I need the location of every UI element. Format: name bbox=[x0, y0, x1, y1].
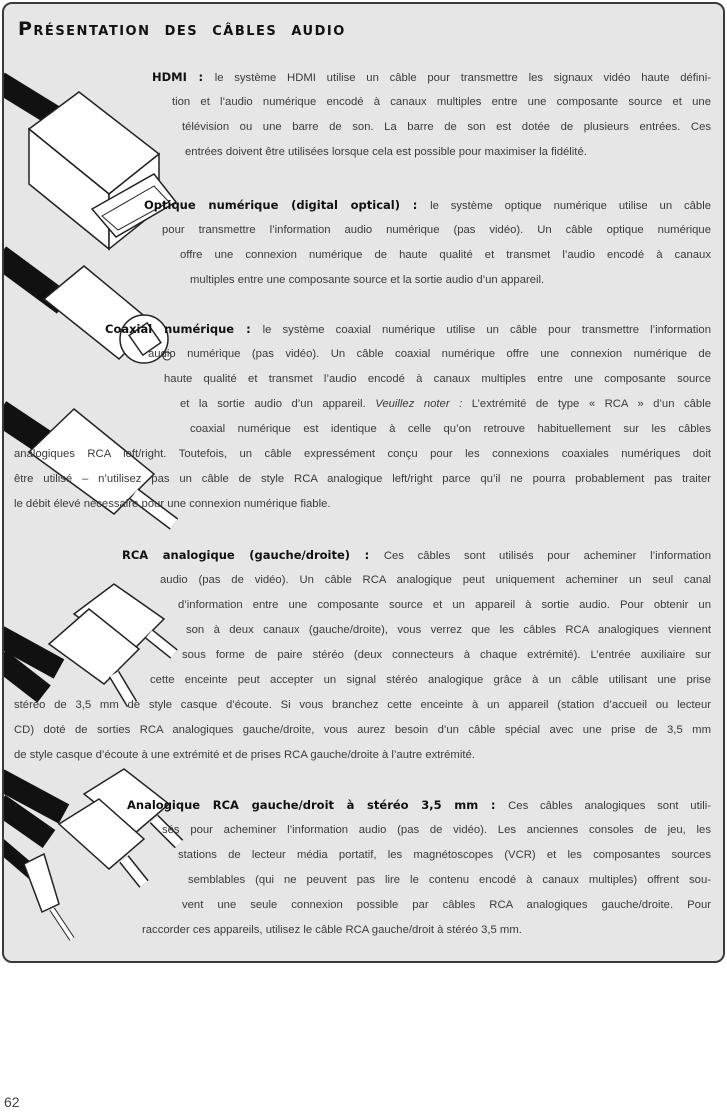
section-3-line bbox=[186, 623, 711, 637]
section-1-line bbox=[144, 198, 711, 213]
section-2-line bbox=[164, 372, 711, 386]
section-1-line bbox=[190, 273, 711, 287]
section-3-line bbox=[150, 673, 711, 687]
section-3-line bbox=[14, 698, 711, 712]
rca-to-3-5mm-illustration bbox=[4, 769, 179, 939]
section-2-line bbox=[190, 422, 711, 436]
section-2-line bbox=[105, 322, 711, 337]
optical-connector-illustration bbox=[4, 256, 171, 363]
section-0-line bbox=[185, 145, 711, 159]
body-text: sés pour acheminer l’information audio (pas de vidéo). Les anciennes consoles de jeu, les bbox=[162, 824, 711, 836]
body-text: de style casque d’écoute à une extrémité et de prises RCA gauche/droite à l’autre extrémité. bbox=[14, 749, 475, 761]
section-1-line bbox=[180, 248, 711, 262]
section-4-line bbox=[188, 873, 711, 887]
body-text: télévision ou une barre de son. La barre de son est dotée de plusieurs entrées. Ces bbox=[182, 121, 711, 133]
body-text: et la sortie audio d’un appareil. bbox=[180, 398, 376, 410]
body-text: d’information entre une composante source et un appareil à sortie audio. Pour obtenir un bbox=[178, 599, 711, 611]
section-4-line bbox=[142, 923, 711, 937]
body-text: sous forme de paire stéréo (deux connecteurs à chaque extrémité). L’entrée auxiliaire sur bbox=[182, 649, 711, 661]
section-3-line bbox=[14, 723, 711, 737]
body-text: cette enceinte peut accepter un signal stéréo analogique grâce à un câble utilisant une prise bbox=[150, 674, 711, 686]
section-4-line bbox=[127, 798, 711, 813]
section-2-line bbox=[14, 447, 711, 461]
body-text: semblables (qui ne peuvent pas lire le contenu encodé à canaux multiples) offrent sou- bbox=[188, 874, 711, 886]
section-3-line bbox=[160, 573, 711, 587]
body-text: pour transmettre l’information audio numérique (pas vidéo). Un câble optique numérique bbox=[162, 224, 711, 236]
page-title: Présentation des câbles audio bbox=[18, 18, 346, 40]
section-heading: Coaxial numérique : bbox=[105, 322, 263, 336]
page-number: 62 bbox=[4, 1094, 20, 1110]
body-text: audio numérique (pas vidéo). Un câble coaxial numérique offre une connexion numérique de bbox=[148, 348, 711, 360]
section-4-line bbox=[182, 898, 711, 912]
body-text: son à deux canaux (gauche/droite), vous verrez que les câbles RCA analogiques viennent bbox=[186, 624, 711, 636]
body-text: le débit élevé nécessaire pour une connexion numérique fiable. bbox=[14, 498, 331, 510]
hdmi-connector-illustration bbox=[4, 82, 176, 249]
body-text: entrées doivent être utilisées lorsque cela est possible pour maximiser la fidélité. bbox=[185, 146, 587, 158]
section-2-line bbox=[180, 397, 711, 411]
rca-pair-illustration bbox=[4, 584, 174, 704]
body-text: être utilisé – n’utilisez pas un câble de style RCA analogique left/right parce qu’il ne pourra probablement pas traiter bbox=[14, 473, 711, 485]
body-text: multiples entre une composante source et la sortie audio d’un appareil. bbox=[190, 274, 545, 286]
body-text: tion et l’audio numérique encodé à canaux multiples entre une composante source et une bbox=[172, 96, 711, 108]
body-text: analogiques RCA left/right. Toutefois, un câble expressément conçu pour les connexions coaxiales numériques doit bbox=[14, 448, 711, 460]
body-text: haute qualité et transmet l’audio encodé à canaux multiples entre une composante source bbox=[164, 373, 711, 385]
body-text: le système coaxial numérique utilise un câble pour transmettre l’information bbox=[262, 324, 711, 336]
section-3-line bbox=[182, 648, 711, 662]
section-2-line bbox=[14, 497, 711, 511]
section-0-line bbox=[152, 70, 711, 85]
body-text: raccorder ces appareils, utilisez le câble RCA gauche/droit à stéréo 3,5 mm. bbox=[142, 924, 522, 936]
note-label: Veuillez noter : bbox=[375, 398, 463, 410]
section-heading: RCA analogique (gauche/droite) : bbox=[122, 548, 384, 562]
section-heading: Analogique RCA gauche/droit à stéréo 3,5 mm : bbox=[127, 798, 509, 812]
section-1-line bbox=[162, 223, 711, 237]
body-text: offre une connexion numérique de haute qualité et transmet l’audio encodé à canaux bbox=[180, 249, 711, 261]
section-3-line bbox=[14, 748, 711, 762]
section-4-line bbox=[178, 848, 711, 862]
note-text: L’extrémité de type « RCA » d’un câble bbox=[462, 398, 711, 410]
section-heading: HDMI : bbox=[152, 70, 215, 84]
body-text: CD) doté de sorties RCA analogiques gauche/droite, vous aurez besoin d’un câble spécial avec une prise de 3,5 mm bbox=[14, 724, 711, 736]
body-text: Ces câbles sont utilisés pour acheminer l’information bbox=[383, 550, 711, 562]
body-text: vent une seule connexion possible par câbles RCA analogiques gauche/droite. Pour bbox=[182, 899, 711, 911]
body-text: stations de lecteur média portatif, les magnétoscopes (VCR) et les composantes sources bbox=[178, 849, 711, 861]
body-text: le système optique numérique utilise un câble bbox=[430, 200, 711, 212]
section-heading: Optique numérique (digital optical) : bbox=[144, 198, 431, 212]
body-text: audio (pas de vidéo). Un câble RCA analogique peut uniquement acheminer un seul canal bbox=[160, 574, 711, 586]
section-3-line bbox=[122, 548, 711, 563]
section-3-line bbox=[178, 598, 711, 612]
body-text: Ces câbles analogiques sont utili- bbox=[508, 800, 712, 812]
body-text: stéréo de 3,5 mm de style casque d’écoute. Si vous branchez cette enceinte à un appareil (station d’accueil ou lecteur bbox=[14, 699, 711, 711]
section-4-line bbox=[162, 823, 711, 837]
section-0-line bbox=[172, 95, 711, 109]
section-2-line bbox=[14, 472, 711, 486]
body-text: coaxial numérique est identique à celle qu’on retrouve habituellement sur les câbles bbox=[190, 423, 711, 435]
body-text: le système HDMI utilise un câble pour transmettre les signaux vidéo haute défini- bbox=[214, 72, 711, 84]
section-0-line bbox=[182, 120, 711, 134]
cable-overview-panel bbox=[2, 2, 725, 963]
section-2-line bbox=[148, 347, 711, 361]
